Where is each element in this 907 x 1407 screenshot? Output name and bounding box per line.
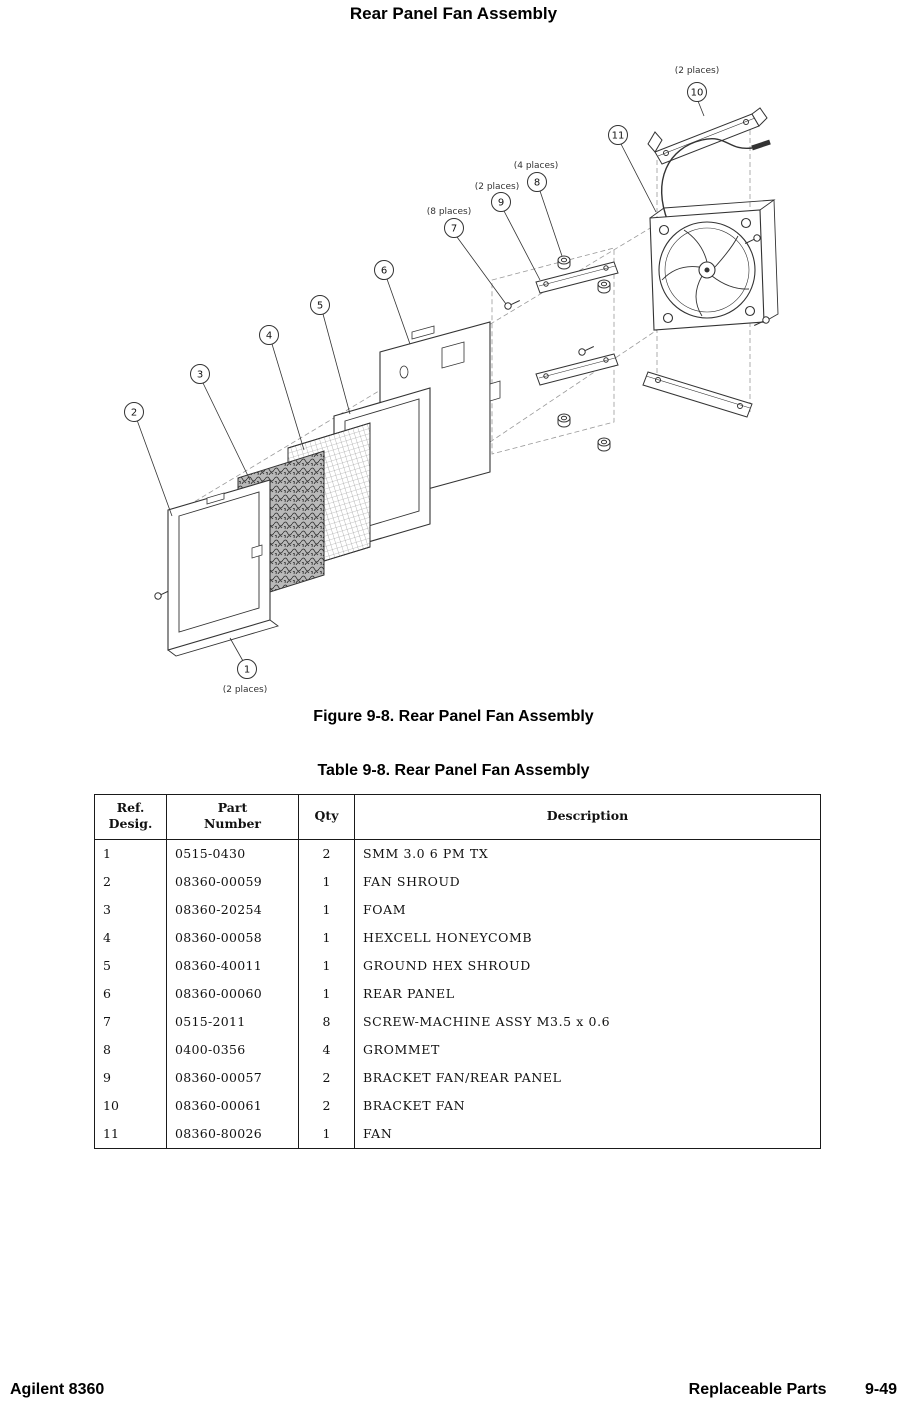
part-number-cell: 08360-00058 xyxy=(167,924,299,952)
svg-text:(4 places): (4 places) xyxy=(513,161,559,171)
footer-section: Replaceable Parts xyxy=(688,1381,827,1398)
part-number-cell: 0400-0356 xyxy=(167,1036,299,1064)
table-header-row xyxy=(95,795,821,840)
table-row xyxy=(95,868,821,896)
table-row xyxy=(95,980,821,1008)
svg-text:3: 3 xyxy=(196,369,204,381)
callout-2 xyxy=(125,403,173,517)
description-cell: HEXCELL HONEYCOMB xyxy=(363,929,533,945)
footer-page-number: 9-49 xyxy=(864,1381,897,1398)
svg-text:8: 8 xyxy=(533,177,541,189)
qty-cell: 1 xyxy=(299,924,355,952)
ref-desig-cell: 11 xyxy=(95,1120,167,1149)
callout-9 xyxy=(475,182,540,280)
page-footer xyxy=(10,1381,897,1399)
column-header: Qty xyxy=(299,795,355,840)
svg-text:(2 places): (2 places) xyxy=(474,182,520,192)
callout-7 xyxy=(427,207,506,304)
part-number-cell: 0515-2011 xyxy=(167,1008,299,1036)
column-header: Ref. Desig. xyxy=(95,795,167,840)
ref-desig-cell: 2 xyxy=(95,868,167,896)
table-body xyxy=(95,839,821,1148)
svg-text:5: 5 xyxy=(316,300,324,312)
part-number-cell: 08360-00057 xyxy=(167,1064,299,1092)
svg-text:(8 places): (8 places) xyxy=(426,207,472,217)
fan-shroud-drawing xyxy=(168,480,278,656)
qty-cell: 8 xyxy=(299,1008,355,1036)
qty-cell: 1 xyxy=(299,896,355,924)
bracket-fan-bottom-drawing xyxy=(643,372,752,417)
part-number-cell: 08360-20254 xyxy=(167,896,299,924)
part-number-cell: 0515-0430 xyxy=(167,839,299,868)
table-row xyxy=(95,839,821,868)
parts-table xyxy=(94,794,821,1149)
callout-10 xyxy=(675,66,720,116)
svg-text:10: 10 xyxy=(690,87,704,99)
ref-desig-cell: 8 xyxy=(95,1036,167,1064)
svg-text:(2 places): (2 places) xyxy=(674,66,720,76)
qty-cell: 1 xyxy=(299,952,355,980)
description-cell: FOAM xyxy=(363,901,407,917)
fan-drawing xyxy=(650,200,778,330)
qty-cell: 2 xyxy=(299,1064,355,1092)
svg-text:7: 7 xyxy=(450,223,458,235)
description-cell: SCREW-MACHINE ASSY M3.5 x 0.6 xyxy=(363,1013,611,1029)
svg-text:2: 2 xyxy=(130,407,138,419)
ref-desig-cell: 9 xyxy=(95,1064,167,1092)
bracket-fan-top-drawing xyxy=(648,108,767,164)
table-title: Table 9-8. Rear Panel Fan Assembly xyxy=(317,762,590,779)
table-row xyxy=(95,1008,821,1036)
svg-text:6: 6 xyxy=(380,265,388,277)
table-row xyxy=(95,1036,821,1064)
callout-3 xyxy=(191,365,251,481)
ref-desig-cell: 5 xyxy=(95,952,167,980)
page-title: Rear Panel Fan Assembly xyxy=(349,4,558,23)
callout-11 xyxy=(609,126,657,213)
table-row xyxy=(95,1092,821,1120)
callout-1 xyxy=(223,638,268,695)
ref-desig-cell: 6 xyxy=(95,980,167,1008)
description-cell: SMM 3.0 6 PM TX xyxy=(363,845,489,861)
table-row xyxy=(95,952,821,980)
table-row xyxy=(95,1064,821,1092)
svg-text:4: 4 xyxy=(265,330,273,342)
qty-cell: 1 xyxy=(299,980,355,1008)
callout-6 xyxy=(375,261,411,345)
callout-4 xyxy=(260,326,305,451)
callout-8 xyxy=(514,161,562,256)
ref-desig-cell: 4 xyxy=(95,924,167,952)
description-cell: FAN SHROUD xyxy=(363,873,461,889)
qty-cell: 1 xyxy=(299,1120,355,1149)
exploded-diagram xyxy=(112,52,792,702)
ref-desig-cell: 10 xyxy=(95,1092,167,1120)
fan-cable xyxy=(662,139,770,222)
svg-text:9: 9 xyxy=(497,197,505,209)
ref-desig-cell: 3 xyxy=(95,896,167,924)
svg-text:11: 11 xyxy=(611,130,625,142)
ref-desig-cell: 7 xyxy=(95,1008,167,1036)
description-cell: FAN xyxy=(363,1125,393,1141)
footer-product: Agilent 8360 xyxy=(10,1381,105,1398)
svg-text:1: 1 xyxy=(243,664,251,676)
table-row xyxy=(95,1120,821,1149)
table-row xyxy=(95,924,821,952)
part-number-cell: 08360-00060 xyxy=(167,980,299,1008)
column-header: Description xyxy=(355,795,821,840)
description-cell: BRACKET FAN/REAR PANEL xyxy=(363,1069,562,1085)
qty-cell: 2 xyxy=(299,839,355,868)
column-header: Part Number xyxy=(167,795,299,840)
description-cell: REAR PANEL xyxy=(363,985,455,1001)
part-number-cell: 08360-40011 xyxy=(167,952,299,980)
part-number-cell: 08360-80026 xyxy=(167,1120,299,1149)
qty-cell: 4 xyxy=(299,1036,355,1064)
part-number-cell: 08360-00059 xyxy=(167,868,299,896)
qty-cell: 2 xyxy=(299,1092,355,1120)
description-cell: BRACKET FAN xyxy=(363,1097,466,1113)
table-header xyxy=(95,795,821,840)
figure-caption: Figure 9-8. Rear Panel Fan Assembly xyxy=(313,708,594,725)
footer-right xyxy=(689,1381,897,1399)
description-cell: GROMMET xyxy=(363,1041,440,1057)
table-row xyxy=(95,896,821,924)
callout-5 xyxy=(311,296,351,415)
description-cell: GROUND HEX SHROUD xyxy=(363,957,531,973)
svg-text:(2 places): (2 places) xyxy=(222,685,268,695)
part-number-cell: 08360-00061 xyxy=(167,1092,299,1120)
ref-desig-cell: 1 xyxy=(95,839,167,868)
qty-cell: 1 xyxy=(299,868,355,896)
